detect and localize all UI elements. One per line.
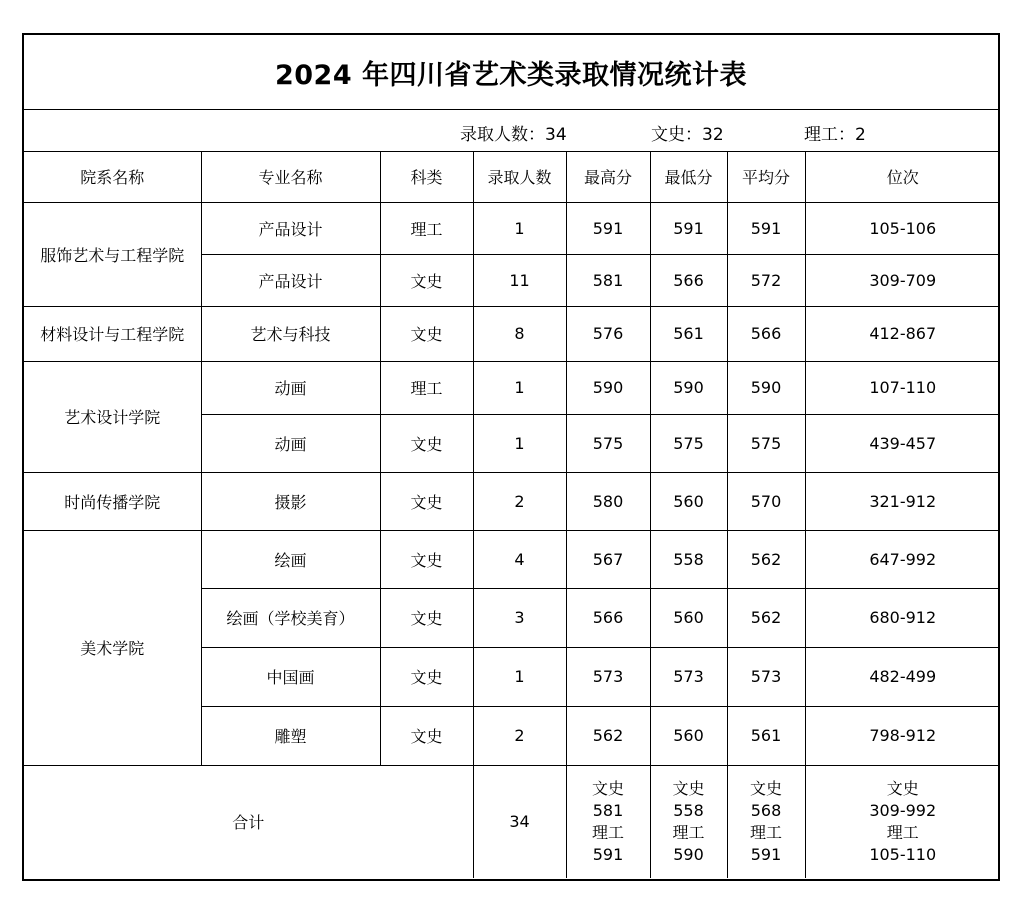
- admission-statistics-sheet: [22, 33, 1000, 881]
- summary-ligong: 理工：2: [804, 125, 866, 145]
- total-max-ligong: 591: [592, 844, 624, 864]
- college-cell: 美术学院: [24, 530, 201, 765]
- category-cell: 文史: [380, 254, 473, 306]
- count-cell: 4: [473, 530, 566, 588]
- min-cell: 590: [650, 361, 727, 414]
- header-major: 专业名称: [201, 152, 380, 202]
- total-max-wenshi: 581: [592, 800, 624, 820]
- category-cell: 文史: [380, 706, 473, 765]
- max-cell: 573: [566, 647, 650, 706]
- min-cell: 566: [650, 254, 727, 306]
- total-avg-cell: [727, 765, 805, 878]
- avg-cell: 562: [727, 588, 805, 647]
- total-min-ligong-label: 理工: [672, 822, 705, 842]
- major-cell: 动画: [201, 414, 380, 472]
- max-cell: 581: [566, 254, 650, 306]
- header-max: 最高分: [566, 152, 650, 202]
- header-rank: 位次: [805, 152, 1000, 202]
- summary-wenshi: 文史：32: [651, 125, 724, 145]
- rank-cell: 309-709: [805, 254, 1000, 306]
- table-header-row: [24, 152, 1000, 202]
- count-cell: 1: [473, 361, 566, 414]
- summary-bar: [24, 110, 998, 152]
- major-cell: 艺术与科技: [201, 306, 380, 361]
- max-cell: 591: [566, 202, 650, 254]
- rank-cell: 107-110: [805, 361, 1000, 414]
- header-category: 科类: [380, 152, 473, 202]
- avg-cell: 562: [727, 530, 805, 588]
- category-cell: 文史: [380, 472, 473, 530]
- total-min-wenshi-label: 文史: [672, 778, 705, 798]
- category-cell: 文史: [380, 530, 473, 588]
- total-rank-ligong: 105-110: [869, 844, 937, 864]
- count-cell: 2: [473, 472, 566, 530]
- total-max-cell: [566, 765, 650, 878]
- major-cell: 中国画: [201, 647, 380, 706]
- avg-cell: 590: [727, 361, 805, 414]
- table-row: [24, 306, 1000, 361]
- category-cell: 文史: [380, 414, 473, 472]
- admission-table: [24, 152, 1000, 878]
- min-cell: 560: [650, 706, 727, 765]
- total-max-ligong-label: 理工: [591, 822, 624, 842]
- max-cell: 590: [566, 361, 650, 414]
- table-row: [24, 202, 1000, 254]
- page-title: 2024 年四川省艺术类录取情况统计表: [24, 35, 998, 110]
- category-cell: 文史: [380, 588, 473, 647]
- category-cell: 理工: [380, 202, 473, 254]
- rank-cell: 647-992: [805, 530, 1000, 588]
- avg-cell: 561: [727, 706, 805, 765]
- rank-cell: 105-106: [805, 202, 1000, 254]
- max-cell: 576: [566, 306, 650, 361]
- rank-cell: 321-912: [805, 472, 1000, 530]
- summary-admitted: 录取人数：34: [460, 125, 567, 145]
- header-college: 院系名称: [24, 152, 201, 202]
- min-cell: 575: [650, 414, 727, 472]
- rank-cell: 680-912: [805, 588, 1000, 647]
- header-count: 录取人数: [473, 152, 566, 202]
- total-label: 合计: [24, 765, 473, 878]
- college-cell: 材料设计与工程学院: [24, 306, 201, 361]
- avg-cell: 573: [727, 647, 805, 706]
- major-cell: 动画: [201, 361, 380, 414]
- major-cell: 绘画（学校美育）: [201, 588, 380, 647]
- max-cell: 566: [566, 588, 650, 647]
- category-cell: 理工: [380, 361, 473, 414]
- avg-cell: 591: [727, 202, 805, 254]
- rank-cell: 439-457: [805, 414, 1000, 472]
- min-cell: 558: [650, 530, 727, 588]
- total-min-cell: [650, 765, 727, 878]
- college-cell: 服饰艺术与工程学院: [24, 202, 201, 306]
- total-rank-ligong-label: 理工: [886, 822, 919, 842]
- total-count: 34: [473, 765, 566, 878]
- total-rank-cell: [805, 765, 1000, 878]
- header-min: 最低分: [650, 152, 727, 202]
- min-cell: 573: [650, 647, 727, 706]
- count-cell: 1: [473, 414, 566, 472]
- total-rank-wenshi-label: 文史: [886, 778, 919, 798]
- header-avg: 平均分: [727, 152, 805, 202]
- rank-cell: 798-912: [805, 706, 1000, 765]
- avg-cell: 572: [727, 254, 805, 306]
- college-cell: 时尚传播学院: [24, 472, 201, 530]
- total-rank-wenshi: 309-992: [869, 800, 937, 820]
- total-avg-ligong: 591: [750, 844, 782, 864]
- major-cell: 产品设计: [201, 202, 380, 254]
- major-cell: 摄影: [201, 472, 380, 530]
- max-cell: 562: [566, 706, 650, 765]
- count-cell: 2: [473, 706, 566, 765]
- max-cell: 580: [566, 472, 650, 530]
- college-cell: 艺术设计学院: [24, 361, 201, 472]
- rank-cell: 482-499: [805, 647, 1000, 706]
- count-cell: 1: [473, 202, 566, 254]
- max-cell: 575: [566, 414, 650, 472]
- total-avg-wenshi: 568: [750, 800, 782, 820]
- category-cell: 文史: [380, 647, 473, 706]
- avg-cell: 575: [727, 414, 805, 472]
- min-cell: 560: [650, 472, 727, 530]
- total-min-ligong: 590: [673, 844, 704, 864]
- count-cell: 11: [473, 254, 566, 306]
- major-cell: 雕塑: [201, 706, 380, 765]
- count-cell: 1: [473, 647, 566, 706]
- total-min-wenshi: 558: [673, 800, 704, 820]
- rank-cell: 412-867: [805, 306, 1000, 361]
- total-row: [24, 765, 1000, 878]
- major-cell: 绘画: [201, 530, 380, 588]
- avg-cell: 570: [727, 472, 805, 530]
- avg-cell: 566: [727, 306, 805, 361]
- count-cell: 8: [473, 306, 566, 361]
- table-row: [24, 530, 1000, 588]
- min-cell: 591: [650, 202, 727, 254]
- table-row: [24, 361, 1000, 414]
- count-cell: 3: [473, 588, 566, 647]
- min-cell: 561: [650, 306, 727, 361]
- min-cell: 560: [650, 588, 727, 647]
- total-avg-ligong-label: 理工: [749, 822, 782, 842]
- max-cell: 567: [566, 530, 650, 588]
- category-cell: 文史: [380, 306, 473, 361]
- total-max-wenshi-label: 文史: [591, 778, 624, 798]
- total-avg-wenshi-label: 文史: [749, 778, 782, 798]
- table-row: [24, 472, 1000, 530]
- major-cell: 产品设计: [201, 254, 380, 306]
